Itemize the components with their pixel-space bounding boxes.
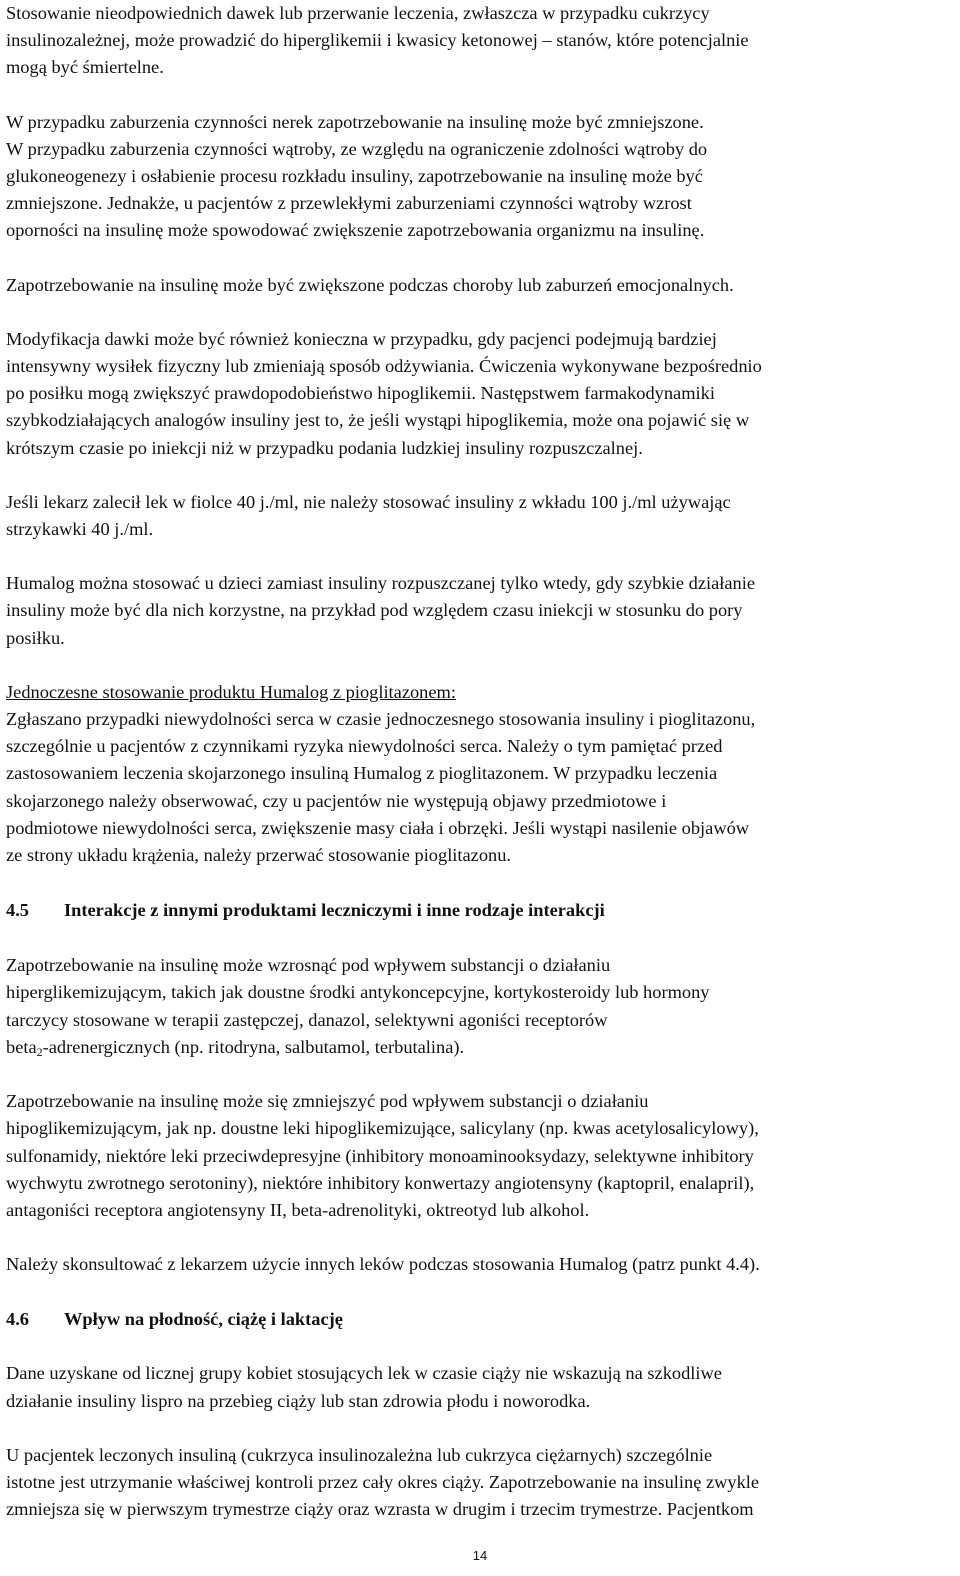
text-line: skojarzonego należy obserwować, czy u pacjentów nie występują objawy przedmiotowe i — [6, 790, 667, 811]
text-line: po posiłku mogą zwiększyć prawdopodobieństwo hipoglikemii. Następstwem farmakodynamiki — [6, 383, 715, 404]
text-line: wychwytu zwrotnego serotoniny), niektóre inhibitory konwertazy angiotensyny (kaptopril, enalapril), — [6, 1172, 755, 1193]
section-title: Wpływ na płodność, ciążę i laktację — [64, 1309, 343, 1330]
text-line: U pacjentek leczonych insuliną (cukrzyca insulinozależna lub cukrzyca ciężarnych) szczególnie — [6, 1444, 713, 1465]
text-line: oporności na insulinę może spowodować zwiększenie zapotrzebowania organizmu na insulinę. — [6, 220, 705, 241]
paragraph-dose-warning — [6, 0, 956, 82]
text-line: hiperglikemizującym, takich jak doustne środki antykoncepcyjne, kortykosteroidy lub hormony — [6, 982, 710, 1003]
text-line: W przypadku zaburzenia czynności wątroby, ze względu na ograniczenie zdolności wątroby do — [6, 138, 708, 159]
text-line: intensywny wysiłek fizyczny lub zmieniają sposób odżywiania. Ćwiczenia wykonywane bezpośrednio — [6, 356, 762, 377]
paragraph-hypoglycemic — [6, 1088, 956, 1224]
text-line: istotne jest utrzymanie właściwej kontroli przez cały okres ciąży. Zapotrzebowanie na insulinę zwykle — [6, 1471, 760, 1492]
text-line: Zapotrzebowanie na insulinę może się zmniejszyć pod wpływem substancji o działaniu — [6, 1091, 649, 1112]
text-line: zmniejszone. Jednakże, u pacjentów z przewlekłymi zaburzeniami czynności wątroby wzrost — [6, 193, 692, 214]
text-line: zastosowaniem leczenia skojarzonego insuliną Humalog z pioglitazonem. W przypadku leczenia — [6, 763, 718, 784]
section-heading-4-5 — [6, 897, 956, 924]
paragraph-kidney-liver — [6, 109, 956, 245]
text-line: glukoneogenezy i osłabienie procesu rozkładu insuliny, zapotrzebowanie na insulinę może być — [6, 166, 703, 187]
subsection-title: Jednoczesne stosowanie produktu Humalog z pioglitazonem: — [6, 681, 456, 702]
section-number: 4.5 — [6, 900, 29, 921]
text-line: antagoniści receptora angiotensyny II, beta-adrenolityki, oktreotyd lub alkohol. — [6, 1199, 590, 1220]
text-line: Jeśli lekarz zalecił lek w fiolce 40 j./ml, nie należy stosować insuliny z wkładu 100 j./ml używając — [6, 491, 731, 512]
paragraph-children — [6, 570, 956, 652]
paragraph-illness — [6, 272, 956, 299]
paragraph-vial — [6, 489, 956, 543]
section-number: 4.6 — [6, 1309, 29, 1330]
text-line: sulfonamidy, niektóre leki przeciwdepresyjne (inhibitory monoaminooksydazy, selektywne inhibitory — [6, 1145, 754, 1166]
paragraph-pioglitazone — [6, 679, 956, 869]
text-line: działanie insuliny lispro na przebieg ciąży lub stan zdrowia płodu i noworodka. — [6, 1390, 591, 1411]
text-line: Należy skonsultować z lekarzem użycie innych leków podczas stosowania Humalog (patrz punkt 4.4). — [6, 1254, 760, 1275]
section-heading-4-6 — [6, 1306, 956, 1333]
text-line — [6, 1034, 956, 1061]
paragraph-dose-modification — [6, 326, 956, 462]
text-line: Zapotrzebowanie na insulinę może wzrosnąć pod wpływem substancji o działaniu — [6, 955, 611, 976]
text-line: Stosowanie nieodpowiednich dawek lub przerwanie leczenia, zwłaszcza w przypadku cukrzycy — [6, 3, 710, 23]
text-line: Zapotrzebowanie na insulinę może być zwiększone podczas choroby lub zaburzeń emocjonalnych. — [6, 274, 734, 295]
text-line: Humalog można stosować u dzieci zamiast insuliny rozpuszczanej tylko wtedy, gdy szybkie działanie — [6, 573, 756, 594]
text-line: Zgłaszano przypadki niewydolności serca w czasie jednoczesnego stosowania insuliny i pioglitazonu, — [6, 709, 756, 730]
text-line: W przypadku zaburzenia czynności nerek zapotrzebowanie na insulinę może być zmniejszone. — [6, 111, 704, 132]
text-line: Modyfikacja dawki może być również konieczna w przypadku, gdy pacjenci podejmują bardziej — [6, 328, 717, 349]
paragraph-consult — [6, 1251, 956, 1278]
text-line: zmniejsza się w pierwszym trymestrze ciąży oraz wzrasta w drugim i trzecim trymestrze. Pacjentkom — [6, 1499, 754, 1520]
text-line: hipoglikemizującym, jak np. doustne leki hipoglikemizujące, salicylany (np. kwas acetylosalicylowy), — [6, 1118, 759, 1139]
text-line: insulinozależnej, może prowadzić do hiperglikemii i kwasicy ketonowej – stanów, które potencjalnie — [6, 30, 749, 51]
page-number: 14 — [472, 1548, 488, 1563]
text-line: strzykawki 40 j./ml. — [6, 519, 154, 540]
text-line: ze strony układu krążenia, należy przerwać stosowanie pioglitazonu. — [6, 845, 512, 866]
paragraph-pregnancy-control — [6, 1442, 956, 1524]
subscript: 2 — [36, 1044, 43, 1059]
text-line: insuliny może być dla nich korzystne, na przykład pod względem czasu iniekcji w stosunku do pory — [6, 600, 743, 621]
text-line: tarczycy stosowane w terapii zastępczej, danazol, selektywni agoniści receptorów — [6, 1009, 608, 1030]
text-line: posiłku. — [6, 627, 65, 648]
text-line: szczególnie u pacjentów z czynnikami ryzyka niewydolności serca. Należy o tym pamiętać przed — [6, 736, 723, 757]
paragraph-pregnancy-data — [6, 1360, 956, 1414]
section-title: Interakcje z innymi produktami leczniczymi i inne rodzaje interakcji — [64, 900, 605, 921]
document-page — [6, 0, 956, 1523]
paragraph-hyperglycemic — [6, 952, 956, 1061]
text-line: podmiotowe niewydolności serca, zwiększenie masy ciała i obrzęki. Jeśli wystąpi nasilenie objawów — [6, 817, 750, 838]
text-line: mogą być śmiertelne. — [6, 57, 164, 78]
text-fragment: beta — [6, 1036, 37, 1057]
text-line: szybkodziałających analogów insuliny jest to, że jeśli wystąpi hipoglikemia, może ona pojawić się w — [6, 410, 750, 431]
text-line: krótszym czasie po iniekcji niż w przypadku podania ludzkiej insuliny rozpuszczalnej. — [6, 437, 643, 458]
text-fragment: -adrenergicznych (np. ritodryna, salbutamol, terbutalina). — [42, 1036, 465, 1057]
text-line: Dane uzyskane od licznej grupy kobiet stosujących lek w czasie ciąży nie wskazują na szkodliwe — [6, 1363, 722, 1384]
